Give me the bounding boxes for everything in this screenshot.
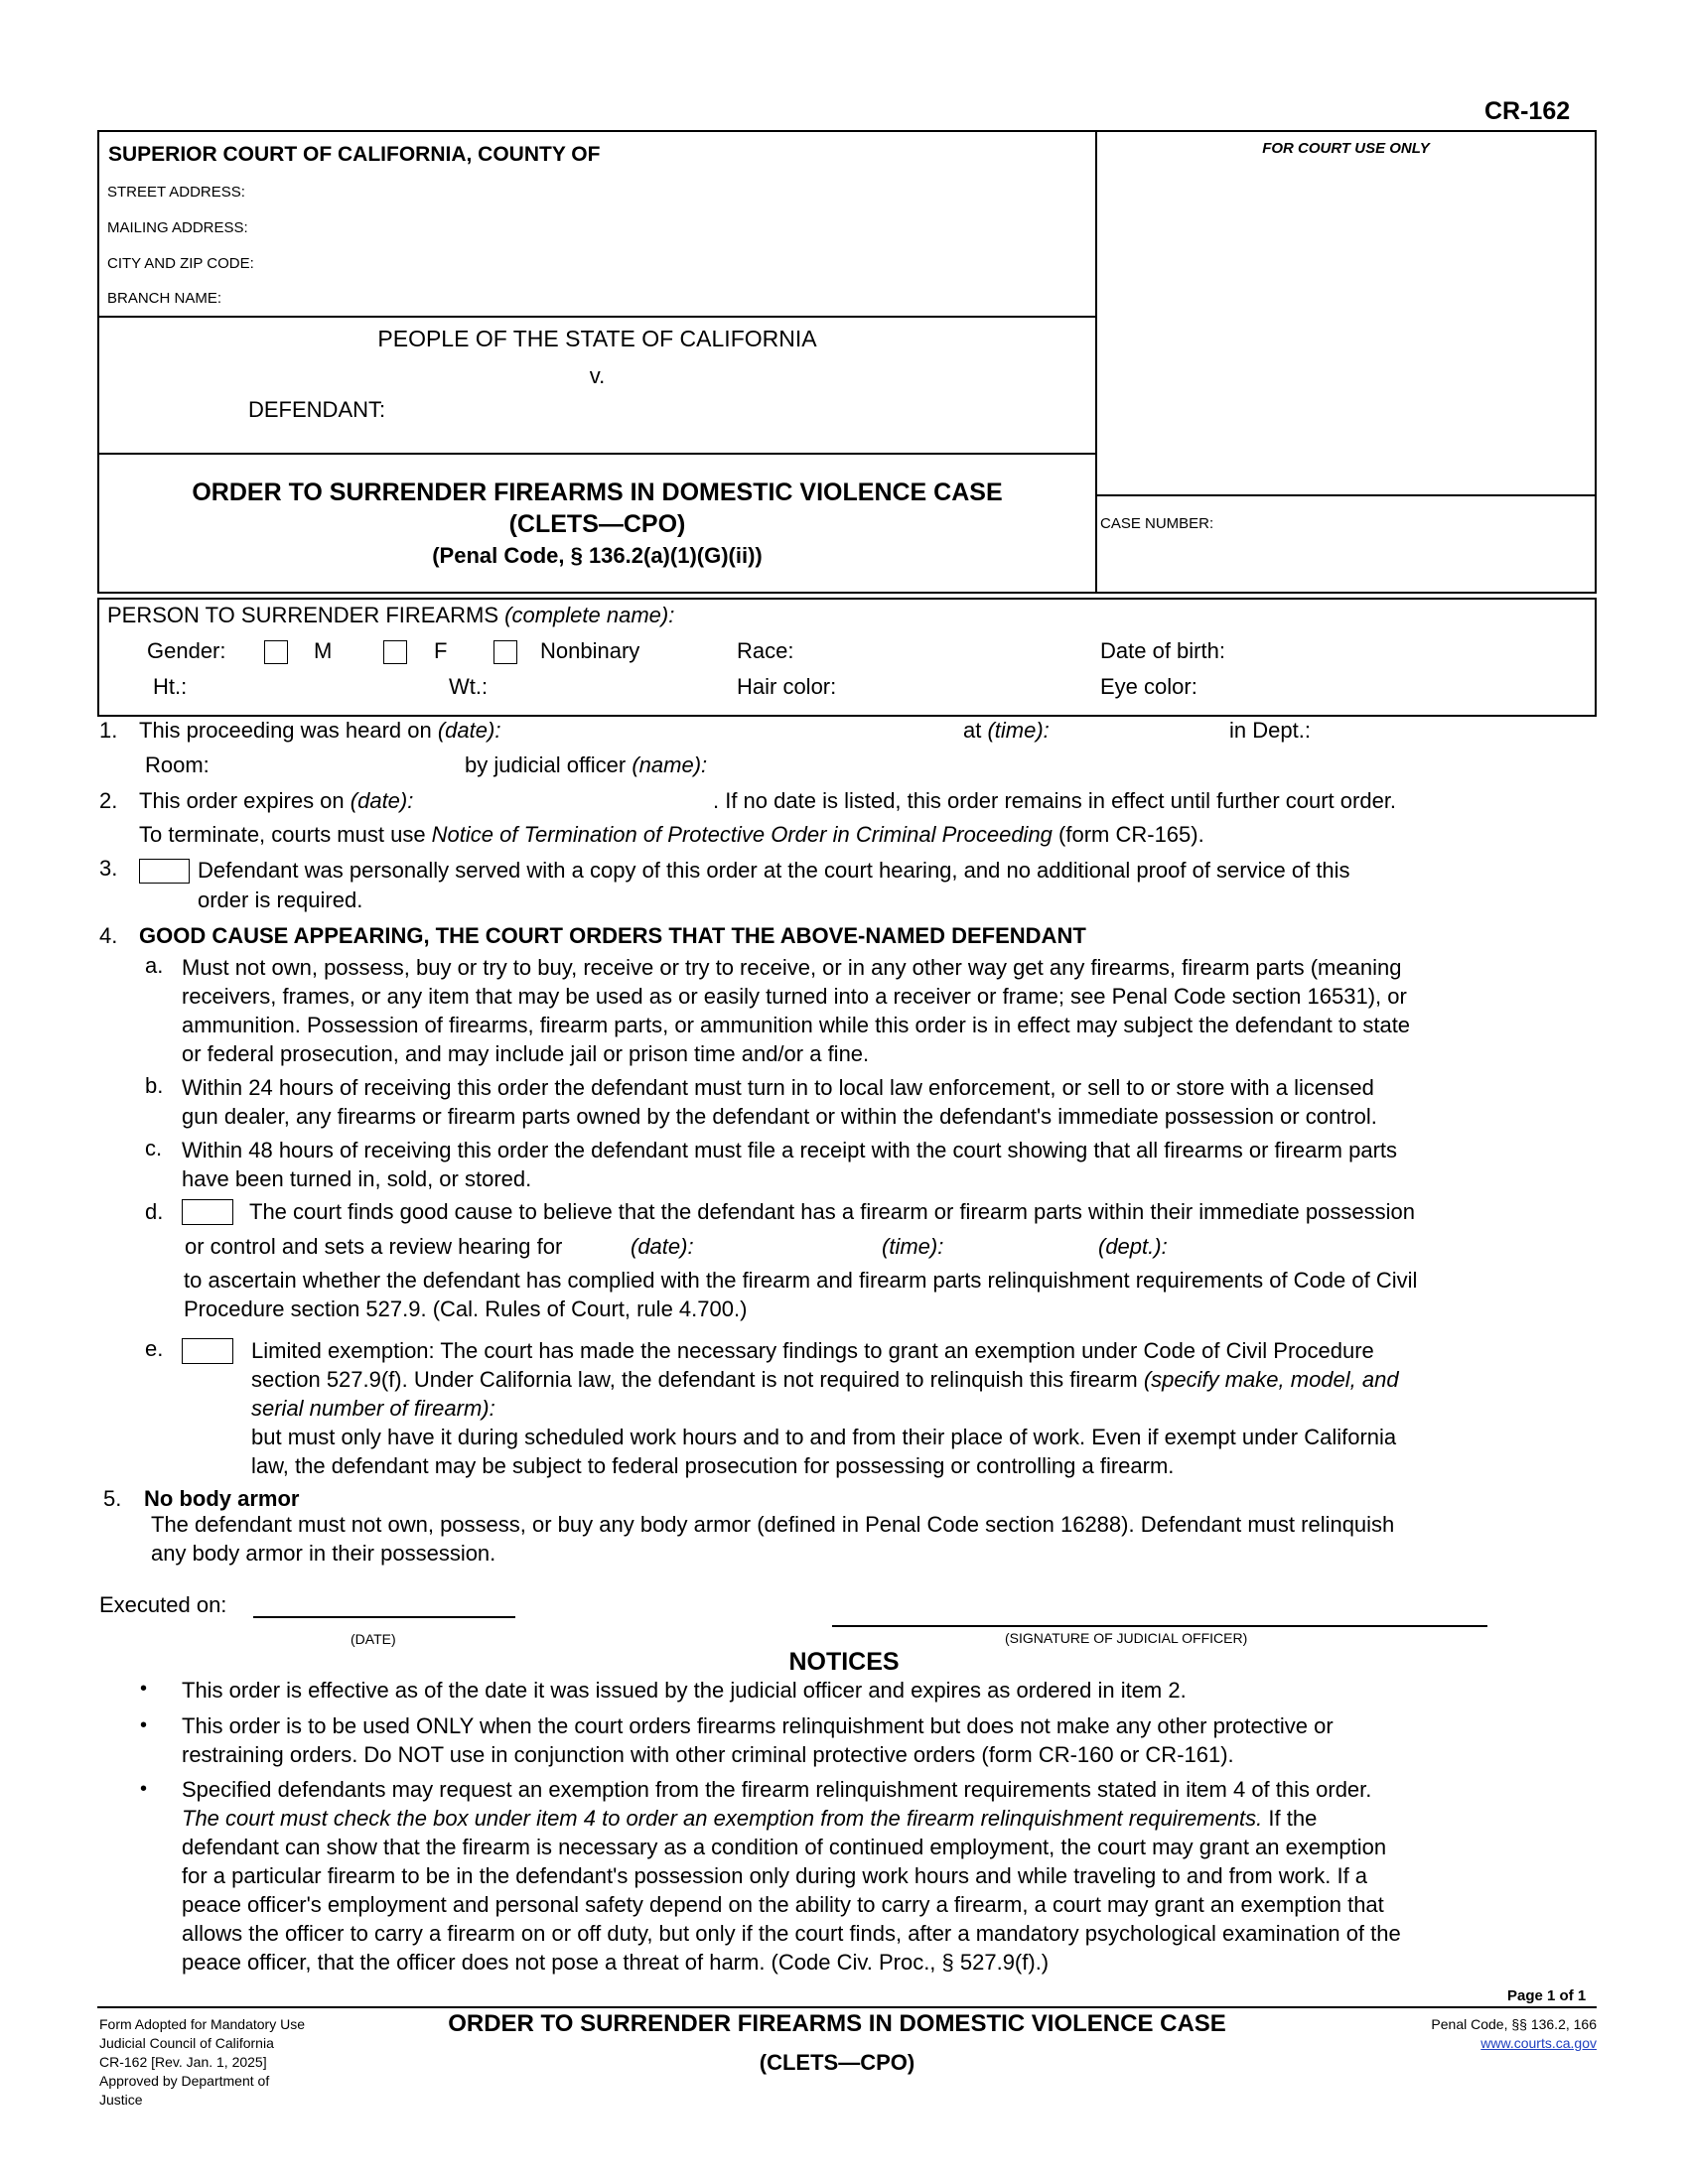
- item4e-letter: e.: [145, 1336, 164, 1361]
- judicial-signature-line[interactable]: [832, 1625, 1487, 1627]
- item4b-text: Within 24 hours of receiving this order the defendant must turn in to local law enforcement, or sell to or store with a licensed gun dealer, any firearms or firearm parts owned by the defendant or within the defendant's immediate possession or control.: [182, 1075, 1377, 1129]
- notices-heading: NOTICES: [788, 1648, 900, 1676]
- item4d-letter: d.: [145, 1199, 164, 1224]
- item4e-exemption-checkbox[interactable]: [182, 1338, 233, 1364]
- gender-f-label: F: [434, 638, 448, 663]
- item4-number: 4.: [99, 923, 118, 948]
- gender-m-label: M: [314, 638, 333, 663]
- notice2-bullet: •: [140, 1714, 148, 1736]
- footer-statute: Penal Code, §§ 136.2, 166: [1431, 2016, 1597, 2032]
- item4b-letter: b.: [145, 1073, 164, 1098]
- item2-number: 2.: [99, 788, 118, 813]
- item1-heard-text: This proceeding was heard on (date):: [139, 718, 501, 743]
- court-title: SUPERIOR COURT OF CALIFORNIA, COUNTY OF: [108, 143, 601, 166]
- notice3-text: Specified defendants may request an exemption from the firearm relinquishment requirements stated in item 4 of this order. The court must check the box under item 4 to order an exemption from the firearm relinquishment requirements. If the defendant can show that the firearm is necessary as a condition of continued employment, the court may grant an exemption for a particular firearm to be in the defendant's possession only during work hours and while traveling to and from work. If a peace officer's employment and personal safety depend on the ability to carry a firearm, a court may grant an exemption that allows the officer to carry a firearm on or off duty, but only if the court finds, after a mandatory psychological examination of the peace officer, that the officer does not pose a threat of harm. (Code Civ. Proc., § 527.9(f).): [182, 1777, 1401, 1975]
- page-number: Page 1 of 1: [1507, 1987, 1587, 2004]
- dob-label: Date of birth:: [1100, 638, 1225, 663]
- item3-line1: Defendant was personally served with a copy of this order at the court hearing, and no additional proof of service of this: [198, 858, 1350, 883]
- form-title-line1: ORDER TO SURRENDER FIREARMS IN DOMESTIC VIOLENCE CASE: [192, 478, 1003, 506]
- notice2-text: This order is to be used ONLY when the court orders firearms relinquishment but does not make any other protective or restraining orders. Do NOT use in conjunction with other criminal protective orders (form CR-160 or CR-161).: [182, 1713, 1334, 1767]
- notice1-bullet: •: [140, 1678, 148, 1700]
- courts-website-link[interactable]: www.courts.ca.gov: [1480, 2035, 1597, 2051]
- item1-officer-label: by judicial officer (name):: [465, 752, 708, 777]
- item4-heading: GOOD CAUSE APPEARING, THE COURT ORDERS THAT THE ABOVE-NAMED DEFENDANT: [139, 923, 1086, 948]
- item4d-time-label: (time):: [882, 1234, 944, 1259]
- item4d-dept-label: (dept.):: [1098, 1234, 1168, 1259]
- item1-dept-label: in Dept.:: [1229, 718, 1311, 743]
- item1-time-label: at (time):: [963, 718, 1050, 743]
- gender-m-checkbox[interactable]: [264, 640, 288, 664]
- date-signature-line[interactable]: [253, 1616, 515, 1618]
- item3-line2: order is required.: [198, 887, 363, 912]
- court-use-only-label: FOR COURT USE ONLY: [1262, 140, 1430, 157]
- form-title-statute: (Penal Code, § 136.2(a)(1)(G)(ii)): [432, 543, 763, 568]
- item2-terminate-text: To terminate, courts must use Notice of Termination of Protective Order in Criminal Proceeding (form CR-165).: [139, 822, 1204, 847]
- item2-expires-rest: . If no date is listed, this order remains in effect until further court order.: [713, 788, 1397, 813]
- form-title-line2: (CLETS—CPO): [508, 510, 686, 538]
- item5-heading: No body armor: [144, 1486, 300, 1511]
- height-label: Ht.:: [153, 674, 188, 699]
- form-id: CR-162: [1484, 97, 1571, 125]
- people-label: PEOPLE OF THE STATE OF CALIFORNIA: [377, 326, 817, 351]
- item4d-line2: or control and sets a review hearing for: [185, 1234, 563, 1259]
- item4d-line1: The court finds good cause to believe that the defendant has a firearm or firearm parts within their immediate possession: [249, 1199, 1415, 1224]
- item3-number: 3.: [99, 856, 118, 881]
- notice1-text: This order is effective as of the date it was issued by the judicial officer and expires as ordered in item 2.: [182, 1678, 1187, 1703]
- court-use-box: [1095, 130, 1597, 496]
- item4d-review-checkbox[interactable]: [182, 1199, 233, 1225]
- branch-name-label: BRANCH NAME:: [107, 290, 222, 307]
- defendant-label: DEFENDANT:: [248, 397, 386, 422]
- city-zip-label: CITY AND ZIP CODE:: [107, 255, 254, 272]
- item5-text: The defendant must not own, possess, or buy any body armor (defined in Penal Code section 16288). Defendant must relinquish any body armor in their possession.: [151, 1512, 1395, 1566]
- notice3-bullet: •: [140, 1778, 148, 1800]
- person-label: PERSON TO SURRENDER FIREARMS (complete name):: [107, 603, 675, 627]
- signature-caption: (SIGNATURE OF JUDICIAL OFFICER): [1005, 1630, 1248, 1646]
- item4d-rest-text: to ascertain whether the defendant has complied with the firearm and firearm parts relinquishment requirements of Code of Civil Procedure section 527.9. (Cal. Rules of Court, rule 4.700.): [184, 1268, 1418, 1321]
- footer-title-line1: ORDER TO SURRENDER FIREARMS IN DOMESTIC VIOLENCE CASE: [448, 2010, 1226, 2037]
- hair-color-label: Hair color:: [737, 674, 837, 699]
- gender-nonbinary-checkbox[interactable]: [493, 640, 517, 664]
- item4a-letter: a.: [145, 953, 164, 978]
- weight-label: Wt.:: [449, 674, 489, 699]
- item4a-text: Must not own, possess, buy or try to buy, receive or try to receive, or in any other way get any firearms, firearm parts (meaning receivers, frames, or any item that may be used as or easily turned into a receiver or frame; see Penal Code section 16531), or ammunition. Possession of firearms, firearm parts, or ammunition while this order is in effect may subject the defendant to state or federal prosecution, and may include jail or prison time and/or a fine.: [182, 955, 1411, 1066]
- item4d-date-label: (date):: [631, 1234, 694, 1259]
- executed-on-label: Executed on:: [99, 1592, 227, 1617]
- gender-nonbinary-label: Nonbinary: [540, 638, 640, 663]
- item4e-text: Limited exemption: The court has made the necessary findings to grant an exemption under Code of Civil Procedure section 527.9(f). Under California law, the defendant is not required to relinquish this firearm (specify make, model, and serial number of firearm): but must only have it during scheduled work hours and to and from their place of work. Even if exempt under California law, the defendant may be subject to federal prosecution for possessing or controlling a firearm.: [251, 1338, 1399, 1478]
- race-label: Race:: [737, 638, 794, 663]
- footer-left-info: Form Adopted for Mandatory Use Judicial Council of California CR-162 [Rev. Jan. 1, 2025] Approved by Department of Justice: [99, 2016, 305, 2108]
- case-number-label: CASE NUMBER:: [1100, 515, 1214, 532]
- item2-expires-text: This order expires on (date):: [139, 788, 414, 813]
- gender-f-checkbox[interactable]: [383, 640, 407, 664]
- item1-number: 1.: [99, 718, 118, 743]
- item3-served-checkbox[interactable]: [139, 859, 190, 884]
- item4c-text: Within 48 hours of receiving this order the defendant must file a receipt with the court showing that all firearms or firearm parts have been turned in, sold, or stored.: [182, 1138, 1398, 1191]
- case-number-box: [1095, 494, 1597, 594]
- date-caption: (DATE): [351, 1631, 396, 1647]
- item5-number: 5.: [103, 1486, 122, 1511]
- street-address-label: STREET ADDRESS:: [107, 184, 245, 201]
- gender-label: Gender:: [147, 638, 226, 663]
- item4c-letter: c.: [145, 1136, 163, 1160]
- eye-color-label: Eye color:: [1100, 674, 1197, 699]
- item1-room-label: Room:: [145, 752, 210, 777]
- versus-label: v.: [589, 363, 606, 388]
- footer-title-line2: (CLETS—CPO): [759, 2050, 915, 2075]
- footer-rule: [97, 2006, 1597, 2008]
- mailing-address-label: MAILING ADDRESS:: [107, 219, 248, 236]
